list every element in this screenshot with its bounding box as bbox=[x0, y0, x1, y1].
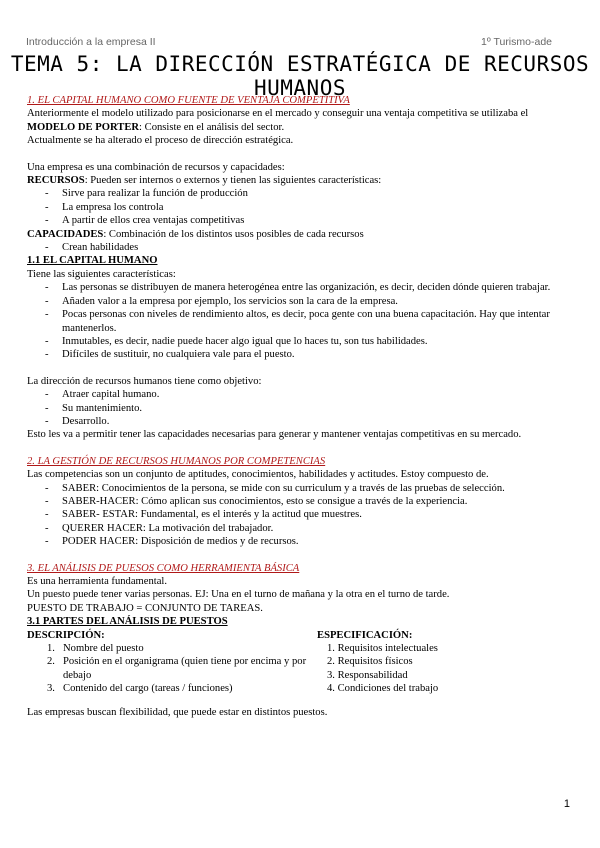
descripcion-heading: DESCRIPCIÓN: bbox=[27, 629, 105, 641]
list-item: 1. Requisitos intelectuales bbox=[327, 643, 438, 655]
list-item: - Desarrollo. bbox=[62, 415, 573, 428]
list-item: 2. Requisitos físicos bbox=[327, 656, 413, 668]
objective-conclusion: Esto les va a permitir tener las capacidades necesarias para generar y mantener ventajas competitivas en su mercado. bbox=[27, 429, 522, 441]
section-3-1-heading: 3.1 PARTES DEL ANÁLISIS DE PUESTOS bbox=[27, 616, 228, 628]
section-2-intro: Las competencias son un conjunto de aptitudes, conocimientos, habilidades y actitudes. Estoy compuesto de. bbox=[27, 469, 489, 481]
capacidades-list bbox=[27, 241, 573, 254]
recursos-list bbox=[27, 187, 573, 227]
section-1-1-intro: Tiene las siguientes características: bbox=[27, 268, 176, 280]
page-number: 1 bbox=[563, 798, 570, 810]
list-item: - Difíciles de sustituir, no cualquiera vale para el puesto. bbox=[62, 348, 573, 361]
list-item: - Las personas se distribuyen de manera heterogénea entre las organización, es decir, deciden dónde quieren trabajar. bbox=[62, 281, 573, 294]
list-item: 2. Posición en el organigrama (quien tiene por encima y por debajo bbox=[47, 656, 307, 681]
list-item: 1. Nombre del puesto bbox=[47, 643, 144, 655]
list-item: - QUERER HACER: La motivación del trabajador. bbox=[62, 522, 573, 535]
capacidades-definition: CAPACIDADES: Combinación de los distintos usos posibles de cada recursos bbox=[27, 228, 364, 240]
list-item: 3. Contenido del cargo (tareas / funciones) bbox=[47, 683, 233, 695]
list-item: - Pocas personas con niveles de rendimiento altos, es decir, poca gente con una buena capacitación. Hay que intentar mantenerlos. bbox=[62, 308, 573, 335]
objective-intro: La dirección de recursos humanos tiene como objetivo: bbox=[27, 375, 262, 387]
list-item: - Añaden valor a la empresa por ejemplo, los servicios son la cara de la empresa. bbox=[62, 295, 573, 308]
list-item: - Inmutables, es decir, nadie puede hacer algo igual que lo haces tu, son tus habilidades. bbox=[62, 335, 573, 348]
especificacion-heading: ESPECIFICACIÓN: bbox=[317, 629, 413, 641]
objective-list bbox=[27, 388, 573, 428]
list-item: - SABER- ESTAR: Fundamental, es el interés y la actitud que muestres. bbox=[62, 508, 573, 521]
list-item: 4. Condiciones del trabajo bbox=[327, 683, 439, 695]
descripcion-column bbox=[27, 629, 317, 696]
list-item: 3. Responsabilidad bbox=[327, 669, 408, 681]
descripcion-list bbox=[27, 642, 317, 696]
section-3-line-3: PUESTO DE TRABAJO = CONJUNTO DE TAREAS. bbox=[27, 602, 263, 614]
document-body bbox=[27, 94, 573, 719]
section-1-actual: Actualmente se ha alterado el proceso de dirección estratégica. bbox=[27, 135, 294, 147]
section-1-heading: 1. EL CAPITAL HUMANO COMO FUENTE DE VENTAJA COMPETITIVA bbox=[27, 95, 350, 106]
header-degree: 1º Turismo-ade bbox=[481, 36, 552, 48]
section-2-heading: 2. LA GESTIÓN DE RECURSOS HUMANOS POR COMPETENCIAS bbox=[27, 455, 326, 467]
analysis-columns bbox=[27, 629, 573, 696]
list-item: - Su mantenimiento. bbox=[62, 402, 573, 415]
section-3-1-closing: Las empresas buscan flexibilidad, que puede estar en distintos puestos. bbox=[27, 706, 328, 718]
section-3-line-2: Un puesto puede tener varias personas. EJ: Una en el turno de mañana y la otra en el turno de tarde. bbox=[27, 589, 450, 601]
capital-humano-list bbox=[27, 281, 573, 361]
section-3-heading: 3. EL ANÁLISIS DE PUESOS COMO HERRAMIENTA BÁSICA bbox=[27, 562, 300, 574]
section-1-intro: Anteriormente el modelo utilizado para posicionarse en el mercado y conseguir una ventaja competitiva se utilizaba el MODELO DE PORTER: Consiste en el análisis del sector. bbox=[27, 108, 529, 133]
list-item: - Atraer capital humano. bbox=[62, 388, 573, 401]
list-item: - Crean habilidades bbox=[62, 241, 573, 254]
section-1-1-heading: 1.1 EL CAPITAL HUMANO bbox=[27, 255, 158, 267]
list-item: - A partir de ellos crea ventajas competitivas bbox=[62, 214, 573, 227]
list-item: - La empresa los controla bbox=[62, 201, 573, 214]
especificacion-list bbox=[317, 642, 573, 696]
list-item: - SABER: Conocimientos de la persona, se mide con su curriculum y a través de las pruebas de selección. bbox=[62, 482, 573, 495]
section-1-combo: Una empresa es una combinación de recursos y capacidades: bbox=[27, 161, 285, 173]
list-item: - SABER-HACER: Cómo aplican sus conocimientos, esto se consigue a través de la experiencia. bbox=[62, 495, 573, 508]
especificacion-column bbox=[317, 629, 573, 696]
list-item: - PODER HACER: Disposición de medios y de recursos. bbox=[62, 535, 573, 548]
section-3-line-1: Es una herramienta fundamental. bbox=[27, 576, 168, 587]
header-course: Introducción a la empresa II bbox=[26, 36, 156, 48]
competencias-list bbox=[27, 482, 573, 549]
recursos-definition: RECURSOS: Pueden ser internos o externos y tienen las siguientes características: bbox=[27, 175, 382, 187]
list-item: - Sirve para realizar la función de producción bbox=[62, 187, 573, 200]
page-title: TEMA 5: LA DIRECCIÓN ESTRATÉGICA DE RECURSOS HUMANOS bbox=[10, 52, 590, 100]
